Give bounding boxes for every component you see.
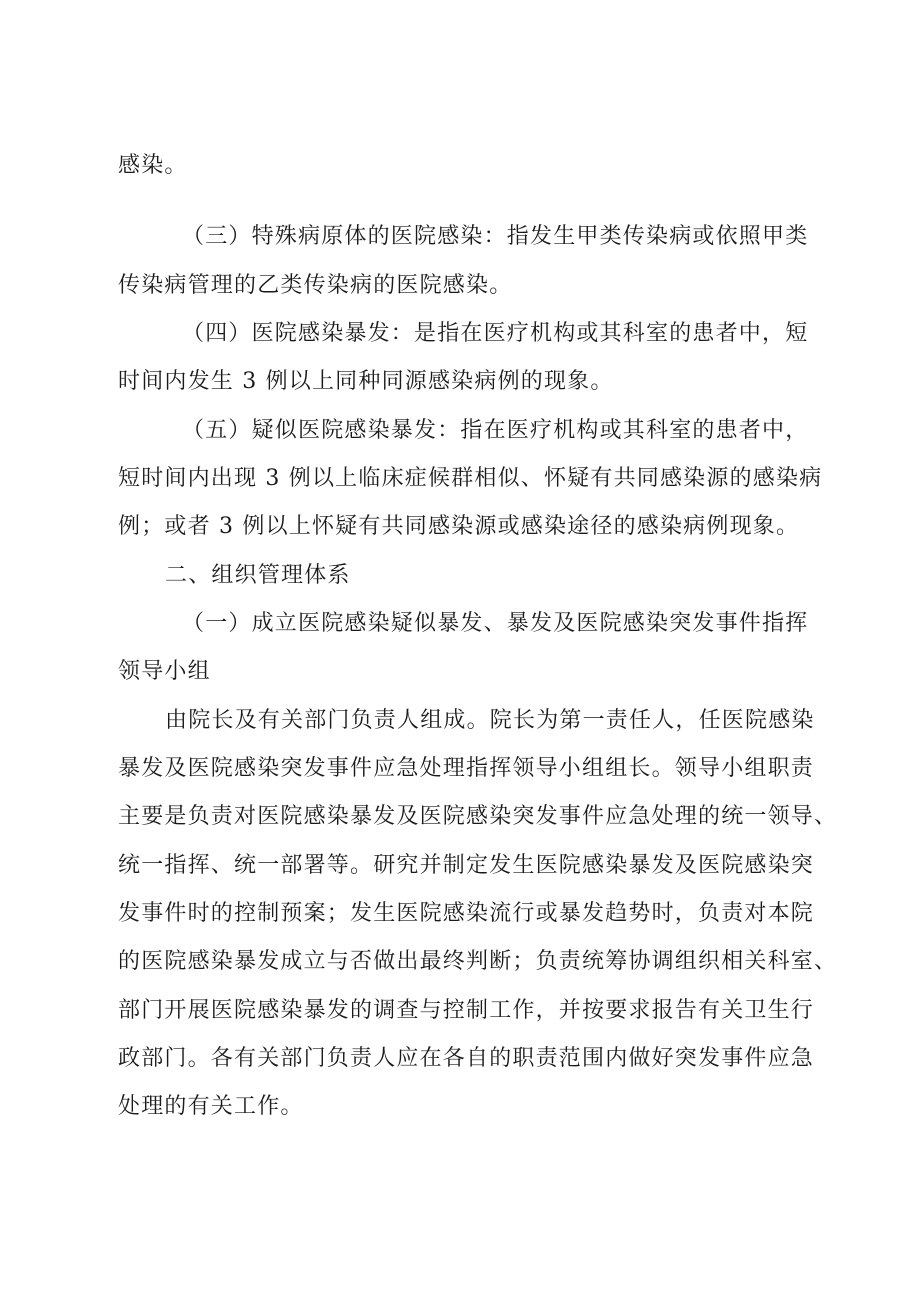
text-line-18: 部门开展医院感染暴发的调查与控制工作，并按要求报告有关卫生行 xyxy=(118,998,815,1023)
text-line-4: （四）医院感染暴发：是指在医疗机构或其科室的患者中，短 xyxy=(182,321,809,346)
text-line-14: 主要是负责对医院感染暴发及医院感染突发事件应急处理的统一领导、 xyxy=(118,804,838,829)
text-line-15: 统一指挥、统一部署等。研究并制定发生医院感染暴发及医院感染突 xyxy=(118,853,815,878)
text-line-12: 由院长及有关部门负责人组成。院长为第一责任人，任医院感染 xyxy=(165,708,815,733)
text-line-6: （五）疑似医院感染暴发：指在医疗机构或其科室的患者中， xyxy=(182,418,809,443)
text-line-13: 暴发及医院感染突发事件应急处理指挥领导小组组长。领导小组职责 xyxy=(118,756,815,781)
text-line-2: （三）特殊病原体的医院感染：指发生甲类传染病或依照甲类 xyxy=(182,224,809,249)
text-line-19: 政部门。各有关部门负责人应在各自的职责范围内做好突发事件应急 xyxy=(118,1046,815,1071)
text-line-8: 例；或者 3 例以上怀疑有共同感染源或感染途径的感染病例现象。 xyxy=(118,514,800,539)
text-line-1: 感染。 xyxy=(118,153,188,178)
text-line-3: 传染病管理的乙类传染病的医院感染。 xyxy=(118,273,513,298)
text-line-11: 领导小组 xyxy=(118,659,211,684)
text-line-7: 短时间内出现 3 例以上临床症候群相似、怀疑有共同感染源的感染病 xyxy=(118,466,823,491)
text-line-20: 处理的有关工作。 xyxy=(118,1094,304,1119)
section-heading: 二、组织管理体系 xyxy=(165,563,351,588)
text-line-5: 时间内发生 3 例以上同种同源感染病例的现象。 xyxy=(118,369,614,394)
text-line-16: 发事件时的控制预案；发生医院感染流行或暴发趋势时，负责对本院 xyxy=(118,901,815,926)
text-line-17: 的医院感染暴发成立与否做出最终判断；负责统筹协调组织相关科室、 xyxy=(118,949,838,974)
text-line-10: （一）成立医院感染疑似暴发、暴发及医院感染突发事件指挥 xyxy=(182,611,809,636)
